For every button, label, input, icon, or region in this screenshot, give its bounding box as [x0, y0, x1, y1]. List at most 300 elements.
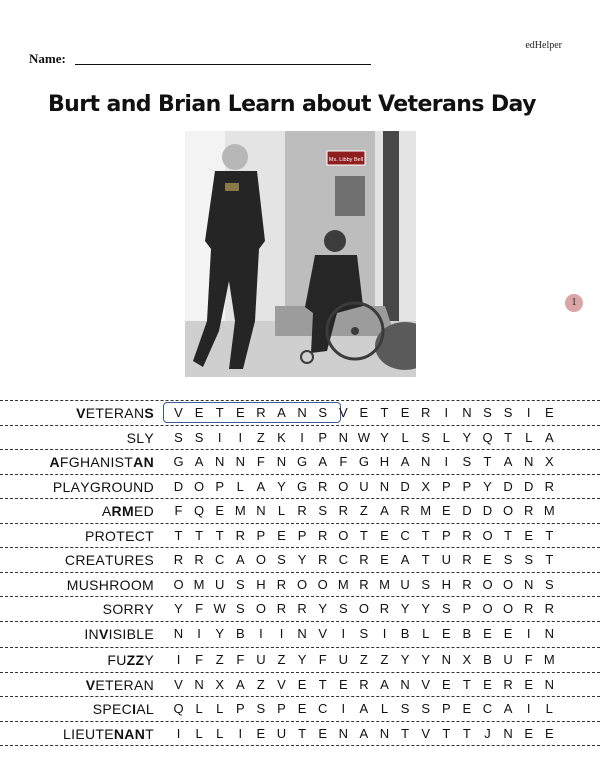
- grid-letter[interactable]: F: [195, 652, 204, 667]
- grid-letter[interactable]: E: [400, 405, 410, 420]
- grid-letter[interactable]: B: [483, 652, 492, 667]
- word-letter: A: [49, 454, 60, 470]
- grid-letter[interactable]: X: [544, 454, 554, 469]
- grid-letter[interactable]: M: [337, 576, 349, 592]
- grid-letter[interactable]: Z: [256, 429, 265, 445]
- grid-letter[interactable]: O: [338, 527, 349, 543]
- grid-letter[interactable]: T: [462, 676, 471, 692]
- grid-letter[interactable]: I: [238, 429, 243, 445]
- grid-letter[interactable]: I: [341, 701, 346, 716]
- grid-letter[interactable]: H: [441, 576, 451, 592]
- grid-letter[interactable]: Y: [421, 601, 431, 616]
- grid-letter[interactable]: E: [544, 725, 554, 741]
- grid-letter[interactable]: Y: [297, 552, 307, 567]
- grid-letter[interactable]: T: [318, 676, 327, 692]
- grid-letter[interactable]: F: [236, 652, 245, 667]
- grid-letter[interactable]: I: [444, 405, 449, 420]
- grid-letter[interactable]: P: [441, 701, 451, 716]
- grid-letter[interactable]: V: [338, 405, 348, 420]
- grid-letter[interactable]: U: [338, 652, 348, 667]
- grid-letter[interactable]: M: [543, 503, 555, 518]
- grid-letter[interactable]: Y: [462, 429, 472, 445]
- grid-letter[interactable]: P: [462, 601, 472, 616]
- grid-letter[interactable]: N: [338, 429, 348, 445]
- grid-letter[interactable]: S: [194, 429, 204, 445]
- grid-letter[interactable]: A: [503, 701, 513, 716]
- grid-letter[interactable]: T: [380, 405, 389, 420]
- grid-letter[interactable]: K: [277, 429, 286, 445]
- grid-letter[interactable]: U: [359, 478, 369, 494]
- grid-letter[interactable]: R: [317, 552, 328, 567]
- grid-letter[interactable]: P: [462, 478, 472, 494]
- grid-letter[interactable]: N: [503, 725, 513, 741]
- grid-letter[interactable]: N: [173, 625, 184, 641]
- grid-letter[interactable]: O: [503, 601, 514, 616]
- grid-letter[interactable]: S: [235, 576, 245, 592]
- grid-letter[interactable]: R: [359, 552, 369, 567]
- puzzle-word: [65, 552, 154, 568]
- grid-letter[interactable]: M: [234, 503, 246, 518]
- grid-letter[interactable]: A: [235, 552, 245, 567]
- grid-letter[interactable]: F: [318, 652, 327, 667]
- grid-letter[interactable]: N: [523, 576, 534, 592]
- grid-letter[interactable]: I: [341, 625, 346, 641]
- grid-letter[interactable]: N: [441, 652, 451, 667]
- grid-letter[interactable]: R: [503, 676, 513, 692]
- grid-letter[interactable]: E: [524, 676, 534, 692]
- grid-letter[interactable]: D: [462, 503, 472, 518]
- grid-letter[interactable]: T: [421, 527, 430, 543]
- word-letter: N: [134, 725, 146, 742]
- grid-letter[interactable]: B: [462, 625, 472, 641]
- grid-letter[interactable]: R: [338, 503, 348, 518]
- grid-letter[interactable]: F: [195, 601, 204, 616]
- grid-letter[interactable]: L: [195, 701, 203, 716]
- grid-letter[interactable]: R: [173, 552, 184, 567]
- grid-letter[interactable]: F: [174, 503, 183, 518]
- word-letter: N: [133, 478, 144, 495]
- grid-letter[interactable]: I: [238, 725, 243, 741]
- grid-letter[interactable]: G: [297, 478, 308, 494]
- grid-letter[interactable]: R: [462, 527, 472, 543]
- grid-letter[interactable]: A: [359, 725, 369, 741]
- grid-letter[interactable]: N: [235, 454, 245, 469]
- grid-letter[interactable]: L: [401, 429, 409, 445]
- grid-letter[interactable]: Y: [421, 652, 431, 667]
- grid-letter[interactable]: R: [462, 552, 472, 567]
- grid-letter[interactable]: T: [545, 527, 554, 543]
- grid-letter[interactable]: L: [442, 429, 450, 445]
- word-letter: T: [95, 725, 105, 742]
- grid-letter[interactable]: A: [359, 701, 369, 716]
- grid-letter[interactable]: I: [526, 701, 531, 716]
- grid-letter[interactable]: U: [503, 652, 513, 667]
- grid-letter[interactable]: I: [176, 652, 181, 667]
- grid-letter[interactable]: S: [235, 601, 245, 616]
- grid-letter[interactable]: R: [359, 576, 369, 592]
- grid-letter[interactable]: Y: [400, 601, 410, 616]
- grid-letter[interactable]: P: [441, 527, 451, 543]
- grid-letter[interactable]: A: [194, 454, 204, 469]
- grid-letter[interactable]: T: [215, 527, 224, 543]
- grid-letter[interactable]: P: [235, 701, 245, 716]
- word-letter: S: [144, 405, 154, 421]
- grid-letter[interactable]: J: [484, 725, 491, 741]
- grid-letter[interactable]: M: [379, 576, 390, 592]
- grid-letter[interactable]: S: [277, 552, 286, 567]
- grid-letter[interactable]: Y: [400, 652, 410, 667]
- grid-letter[interactable]: N: [338, 725, 348, 741]
- grid-letter[interactable]: P: [318, 429, 328, 445]
- word-letter: N: [143, 676, 154, 693]
- grid-letter[interactable]: C: [338, 552, 348, 567]
- grid-letter[interactable]: E: [483, 676, 492, 692]
- grid-letter[interactable]: S: [421, 429, 431, 445]
- grid-letter[interactable]: N: [420, 454, 431, 469]
- grid-letter[interactable]: N: [379, 478, 390, 494]
- puzzle-row: [0, 547, 600, 572]
- grid-letter[interactable]: H: [256, 576, 266, 592]
- grid-letter[interactable]: M: [420, 503, 432, 518]
- grid-letter[interactable]: R: [462, 576, 472, 592]
- grid-letter[interactable]: S: [503, 552, 513, 567]
- grid-letter[interactable]: R: [544, 601, 554, 616]
- grid-letter[interactable]: I: [176, 725, 181, 741]
- grid-letter[interactable]: E: [441, 625, 451, 641]
- word-letter: V: [76, 405, 86, 421]
- grid-letter[interactable]: E: [441, 676, 451, 692]
- grid-letter[interactable]: Y: [277, 478, 286, 494]
- grid-letter[interactable]: C: [482, 701, 493, 716]
- grid-letter[interactable]: Z: [359, 652, 368, 667]
- puzzle-word: [85, 528, 154, 544]
- grid-letter[interactable]: O: [173, 576, 184, 592]
- grid-letter[interactable]: T: [442, 725, 451, 741]
- word-letter: F: [107, 652, 117, 668]
- puzzle-row: [0, 400, 600, 425]
- grid-letter[interactable]: V: [421, 676, 431, 692]
- grid-letter[interactable]: R: [317, 527, 328, 543]
- grid-letter[interactable]: O: [482, 527, 493, 543]
- word-letter: R: [101, 478, 112, 495]
- grid-letter[interactable]: T: [401, 725, 410, 741]
- grid-letter[interactable]: I: [279, 625, 284, 641]
- word-letter: E: [85, 405, 96, 421]
- grid-letter[interactable]: R: [235, 527, 245, 543]
- grid-letter[interactable]: D: [523, 478, 534, 494]
- grid-letter[interactable]: S: [174, 429, 183, 445]
- grid-letter[interactable]: N: [544, 676, 554, 692]
- puzzle-word: [76, 405, 154, 421]
- grid-letter[interactable]: M: [193, 576, 205, 592]
- grid-letter[interactable]: V: [174, 676, 183, 692]
- word-letter: O: [111, 478, 123, 495]
- grid-letter[interactable]: Y: [174, 601, 183, 616]
- grid-letter[interactable]: W: [357, 429, 371, 445]
- grid-letter[interactable]: T: [359, 527, 368, 543]
- grid-letter[interactable]: O: [255, 601, 266, 616]
- grid-letter[interactable]: E: [524, 725, 534, 741]
- grid-letter[interactable]: U: [256, 652, 266, 667]
- grid-letter[interactable]: X: [462, 652, 472, 667]
- grid-letter[interactable]: S: [421, 701, 431, 716]
- word-letter: Z: [135, 652, 145, 668]
- grid-letter[interactable]: T: [174, 527, 183, 543]
- grid-letter[interactable]: S: [441, 601, 451, 616]
- grid-letter[interactable]: P: [256, 527, 266, 543]
- word-letter: E: [95, 676, 106, 693]
- grid-letter[interactable]: M: [543, 652, 555, 667]
- grid-letter[interactable]: S: [318, 405, 328, 420]
- grid-letter[interactable]: L: [525, 429, 533, 445]
- puzzle-row: [0, 596, 600, 621]
- grid-letter[interactable]: R: [297, 601, 307, 616]
- grid-letter[interactable]: Q: [482, 429, 493, 445]
- grid-letter[interactable]: Q: [194, 503, 205, 518]
- grid-letter[interactable]: O: [482, 601, 493, 616]
- grid-letter[interactable]: G: [358, 454, 369, 469]
- grid-letter[interactable]: R: [379, 601, 390, 616]
- grid-letter[interactable]: S: [503, 405, 513, 420]
- grid-letter[interactable]: X: [421, 478, 431, 494]
- word-letter: R: [109, 576, 120, 593]
- grid-letter[interactable]: E: [483, 625, 492, 641]
- grid-letter[interactable]: D: [173, 478, 184, 494]
- grid-letter[interactable]: R: [523, 601, 534, 616]
- word-letter: E: [113, 676, 124, 693]
- grid-letter[interactable]: Z: [359, 503, 368, 518]
- grid-letter[interactable]: H: [379, 454, 390, 469]
- grid-letter[interactable]: E: [235, 405, 245, 420]
- grid-letter[interactable]: O: [503, 576, 514, 592]
- grid-letter[interactable]: S: [256, 701, 266, 716]
- grid-letter[interactable]: O: [194, 478, 205, 494]
- grid-letter[interactable]: O: [338, 478, 349, 494]
- grid-letter[interactable]: A: [503, 454, 513, 469]
- grid-letter[interactable]: S: [462, 454, 472, 469]
- grid-letter[interactable]: Y: [380, 429, 389, 445]
- grid-letter[interactable]: Y: [318, 601, 328, 616]
- grid-letter[interactable]: N: [276, 454, 287, 469]
- grid-letter[interactable]: C: [400, 527, 410, 543]
- grid-letter[interactable]: B: [235, 625, 245, 641]
- grid-letter[interactable]: Z: [277, 652, 286, 667]
- grid-letter[interactable]: U: [400, 576, 410, 592]
- grid-letter[interactable]: I: [444, 454, 449, 469]
- puzzle-word: [63, 726, 154, 742]
- grid-letter[interactable]: T: [462, 725, 471, 741]
- grid-letter[interactable]: E: [359, 405, 369, 420]
- grid-letter[interactable]: R: [194, 552, 204, 567]
- grid-letter[interactable]: E: [194, 405, 204, 420]
- grid-letter[interactable]: T: [195, 527, 204, 543]
- puzzle-row: [0, 721, 600, 747]
- grid-letter[interactable]: T: [504, 429, 513, 445]
- grid-letter[interactable]: N: [379, 725, 390, 741]
- grid-letter[interactable]: I: [382, 625, 387, 641]
- grid-letter[interactable]: N: [462, 405, 472, 420]
- grid-letter[interactable]: F: [339, 454, 348, 469]
- grid-letter[interactable]: I: [300, 429, 304, 445]
- grid-letter[interactable]: R: [256, 405, 266, 420]
- grid-letter[interactable]: E: [524, 527, 534, 543]
- grid-letter[interactable]: G: [297, 454, 308, 469]
- grid-letter[interactable]: E: [297, 676, 307, 692]
- grid-letter[interactable]: C: [317, 701, 328, 716]
- grid-letter[interactable]: P: [441, 478, 451, 494]
- grid-letter[interactable]: N: [523, 454, 534, 469]
- grid-letter[interactable]: G: [173, 454, 184, 469]
- grid-letter[interactable]: A: [400, 552, 410, 567]
- grid-letter[interactable]: R: [523, 503, 534, 518]
- grid-letter[interactable]: A: [544, 429, 554, 445]
- grid-letter[interactable]: P: [277, 701, 286, 716]
- word-letter: P: [84, 527, 95, 544]
- puzzle-row: [0, 647, 600, 672]
- word-letter: A: [133, 454, 144, 470]
- grid-letter[interactable]: L: [277, 503, 286, 518]
- grid-letter[interactable]: L: [380, 701, 389, 716]
- word-letter: Y: [144, 601, 154, 617]
- grid-letter[interactable]: N: [297, 405, 307, 420]
- grid-letter[interactable]: E: [297, 701, 307, 716]
- grid-letter[interactable]: V: [277, 676, 286, 692]
- grid-letter[interactable]: A: [235, 676, 245, 692]
- grid-letter[interactable]: L: [195, 725, 203, 741]
- grid-letter[interactable]: I: [526, 625, 531, 641]
- grid-letter[interactable]: V: [174, 405, 183, 420]
- grid-letter[interactable]: Y: [215, 625, 225, 641]
- grid-letter[interactable]: R: [400, 503, 410, 518]
- grid-letter[interactable]: S: [359, 625, 369, 641]
- grid-letter[interactable]: R: [317, 478, 328, 494]
- grid-letter[interactable]: A: [380, 676, 389, 692]
- grid-letter[interactable]: E: [380, 527, 389, 543]
- grid-letter[interactable]: V: [318, 625, 328, 641]
- grid-letter[interactable]: Y: [297, 652, 307, 667]
- grid-letter[interactable]: T: [298, 725, 307, 741]
- grid-letter[interactable]: U: [276, 725, 287, 741]
- grid-letter[interactable]: R: [359, 676, 369, 692]
- grid-letter[interactable]: T: [483, 454, 492, 469]
- grid-letter[interactable]: D: [503, 478, 513, 494]
- grid-letter[interactable]: S: [318, 503, 328, 518]
- grid-letter[interactable]: U: [214, 576, 225, 592]
- grid-letter[interactable]: S: [524, 552, 534, 567]
- grid-letter[interactable]: O: [358, 601, 369, 616]
- grid-letter[interactable]: E: [338, 676, 348, 692]
- grid-letter[interactable]: S: [400, 701, 410, 716]
- grid-letter[interactable]: V: [421, 725, 431, 741]
- grid-letter[interactable]: P: [215, 478, 225, 494]
- grid-letter[interactable]: E: [483, 552, 492, 567]
- grid-letter[interactable]: Q: [173, 701, 184, 716]
- word-letter: U: [116, 652, 127, 668]
- grid-letter[interactable]: E: [256, 725, 266, 741]
- grid-letter[interactable]: N: [297, 625, 307, 641]
- grid-letter[interactable]: I: [217, 429, 222, 445]
- grid-letter[interactable]: A: [380, 503, 389, 518]
- grid-letter[interactable]: F: [524, 652, 533, 667]
- grid-letter[interactable]: N: [256, 503, 266, 518]
- grid-letter[interactable]: N: [400, 676, 410, 692]
- word-letter: T: [124, 454, 134, 470]
- grid-letter[interactable]: O: [503, 503, 514, 518]
- grid-letter[interactable]: U: [441, 552, 451, 567]
- grid-letter[interactable]: N: [544, 625, 554, 641]
- grid-letter[interactable]: D: [400, 478, 410, 494]
- grid-letter[interactable]: E: [503, 625, 513, 641]
- grid-letter[interactable]: F: [256, 454, 265, 469]
- grid-letter[interactable]: A: [318, 454, 328, 469]
- grid-letter[interactable]: T: [421, 552, 430, 567]
- grid-letter[interactable]: O: [482, 576, 493, 592]
- grid-letter[interactable]: L: [216, 701, 224, 716]
- grid-letter[interactable]: C: [214, 552, 225, 567]
- grid-letter[interactable]: T: [545, 552, 554, 567]
- grid-letter[interactable]: A: [277, 405, 286, 420]
- grid-letter[interactable]: S: [338, 601, 348, 616]
- grid-letter[interactable]: N: [214, 454, 225, 469]
- grid-letter[interactable]: O: [255, 552, 266, 567]
- grid-letter[interactable]: S: [483, 405, 492, 420]
- word-letter: P: [52, 478, 63, 495]
- grid-letter[interactable]: R: [276, 576, 287, 592]
- grid-letter[interactable]: L: [422, 625, 430, 641]
- grid-letter[interactable]: P: [297, 527, 307, 543]
- grid-letter[interactable]: E: [441, 503, 451, 518]
- name-write-line[interactable]: [75, 64, 371, 65]
- grid-letter[interactable]: I: [197, 625, 201, 641]
- grid-letter[interactable]: N: [194, 676, 204, 692]
- puzzle-word: [49, 454, 154, 470]
- grid-letter[interactable]: Z: [380, 652, 389, 667]
- grid-letter[interactable]: O: [317, 576, 328, 592]
- puzzle-row: [0, 572, 600, 597]
- grid-letter[interactable]: I: [526, 405, 531, 420]
- word-letter: S: [92, 701, 103, 717]
- grid-letter[interactable]: S: [544, 576, 554, 592]
- grid-letter[interactable]: E: [215, 503, 225, 518]
- grid-letter[interactable]: E: [277, 527, 286, 543]
- grid-letter[interactable]: L: [545, 701, 553, 716]
- grid-letter[interactable]: T: [215, 405, 224, 420]
- grid-letter[interactable]: A: [256, 478, 266, 494]
- grid-letter[interactable]: I: [259, 625, 263, 641]
- grid-letter[interactable]: L: [216, 725, 224, 741]
- grid-letter[interactable]: A: [400, 454, 410, 469]
- grid-letter[interactable]: E: [380, 552, 389, 567]
- grid-letter[interactable]: E: [544, 405, 554, 420]
- grid-letter[interactable]: R: [420, 405, 431, 420]
- grid-letter[interactable]: E: [318, 725, 328, 741]
- grid-letter[interactable]: R: [544, 478, 554, 494]
- grid-letter[interactable]: D: [482, 503, 493, 518]
- grid-letter[interactable]: T: [504, 527, 513, 543]
- grid-letter[interactable]: Z: [256, 676, 265, 692]
- grid-letter[interactable]: R: [297, 503, 307, 518]
- grid-letter[interactable]: Z: [215, 652, 224, 667]
- grid-letter[interactable]: L: [236, 478, 244, 494]
- grid-letter[interactable]: W: [213, 601, 226, 616]
- grid-letter[interactable]: O: [297, 576, 308, 592]
- grid-letter[interactable]: E: [462, 701, 472, 716]
- grid-letter[interactable]: X: [215, 676, 225, 692]
- grid-letter[interactable]: S: [421, 576, 431, 592]
- grid-letter[interactable]: Y: [483, 478, 492, 494]
- grid-letter[interactable]: R: [276, 601, 287, 616]
- grid-letter[interactable]: B: [400, 625, 410, 641]
